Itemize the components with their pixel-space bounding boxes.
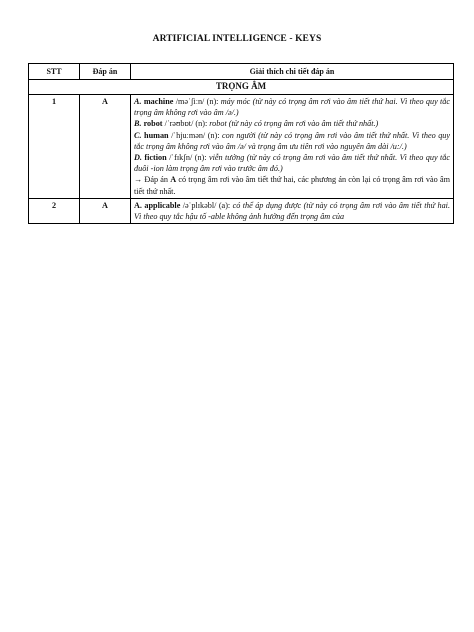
answer-key-table — [28, 63, 454, 224]
option-ipa: /ˈfɪkʃn/ (n): — [169, 153, 207, 163]
option-letter: A. — [134, 97, 142, 106]
option-entry — [134, 200, 450, 222]
option-ipa: /əˈplɪkəbl/ (a): — [182, 200, 231, 210]
option-meaning: robot (từ này có trọng âm rơi vào âm tiết thứ nhất.) — [209, 119, 379, 129]
option-ipa: /ˈrəʊbɒt/ (n): — [164, 119, 208, 129]
row-number: 1 — [29, 95, 80, 199]
option-letter: B. — [134, 119, 142, 129]
table-row — [29, 95, 454, 199]
option-word: fiction — [144, 153, 167, 163]
option-ipa: /məˈʃiːn/ (n): — [175, 97, 219, 106]
header-explanation: Giải thích chi tiết đáp án — [131, 64, 454, 80]
conclusion-text: có trọng âm rơi vào âm tiết thứ hai, các phương án còn lại có trọng âm rơi vào âm tiết thứ nhất. — [134, 175, 450, 196]
option-letter: A. — [134, 200, 142, 210]
conclusion — [134, 174, 450, 196]
section-row — [29, 80, 454, 95]
option-entry — [134, 152, 450, 174]
header-stt: STT — [29, 64, 80, 80]
row-explanation — [131, 198, 454, 223]
option-meaning: viễn tưởng (từ này có trọng âm rơi vào âm tiết thứ nhất. Vì theo quy tắc đuôi -ion làm trọng âm rơi vào trước âm đó.) — [134, 153, 451, 174]
row-answer: A — [80, 95, 131, 199]
document-title: ARTIFICIAL INTELLIGENCE - KEYS — [152, 34, 322, 44]
option-meaning: máy móc (từ này có trọng âm rơi vào âm tiết thứ hai. Vì theo quy tắc trọng âm không rơi vào âm /ə/.) — [134, 97, 451, 118]
row-number: 2 — [29, 198, 80, 223]
option-letter: C. — [134, 130, 142, 140]
conclusion-prefix: → Đáp án — [134, 175, 171, 185]
option-entry — [134, 96, 450, 118]
option-word: human — [144, 130, 169, 140]
option-word: machine — [143, 97, 174, 106]
option-word: applicable — [144, 200, 181, 210]
table-header-row — [29, 64, 454, 80]
header-answer: Đáp án — [80, 64, 131, 80]
option-entry — [134, 118, 450, 129]
row-explanation — [131, 95, 454, 199]
row-answer: A — [80, 198, 131, 223]
option-letter: D. — [134, 153, 142, 163]
conclusion-answer: A — [170, 175, 177, 185]
option-word: robot — [143, 119, 163, 129]
table-row — [29, 198, 454, 223]
option-ipa: /ˈhjuːmən/ (n): — [171, 130, 220, 140]
option-meaning: con người (từ này có trọng âm rơi vào âm tiết thứ nhất. Vì theo quy tắc trọng âm không rơi vào âm /ə/ và trọng âm ưu tiên rơi vào nguyên âm dài /u:/.) — [134, 130, 451, 151]
option-entry — [134, 130, 450, 152]
option-meaning: có thể áp dụng được (từ này có trọng âm rơi vào âm tiết thứ hai. Vì theo quy tắc hậu tố -able không ảnh hưởng đến trọng âm của — [134, 200, 450, 222]
section-title: TRỌNG ÂM — [29, 80, 454, 95]
